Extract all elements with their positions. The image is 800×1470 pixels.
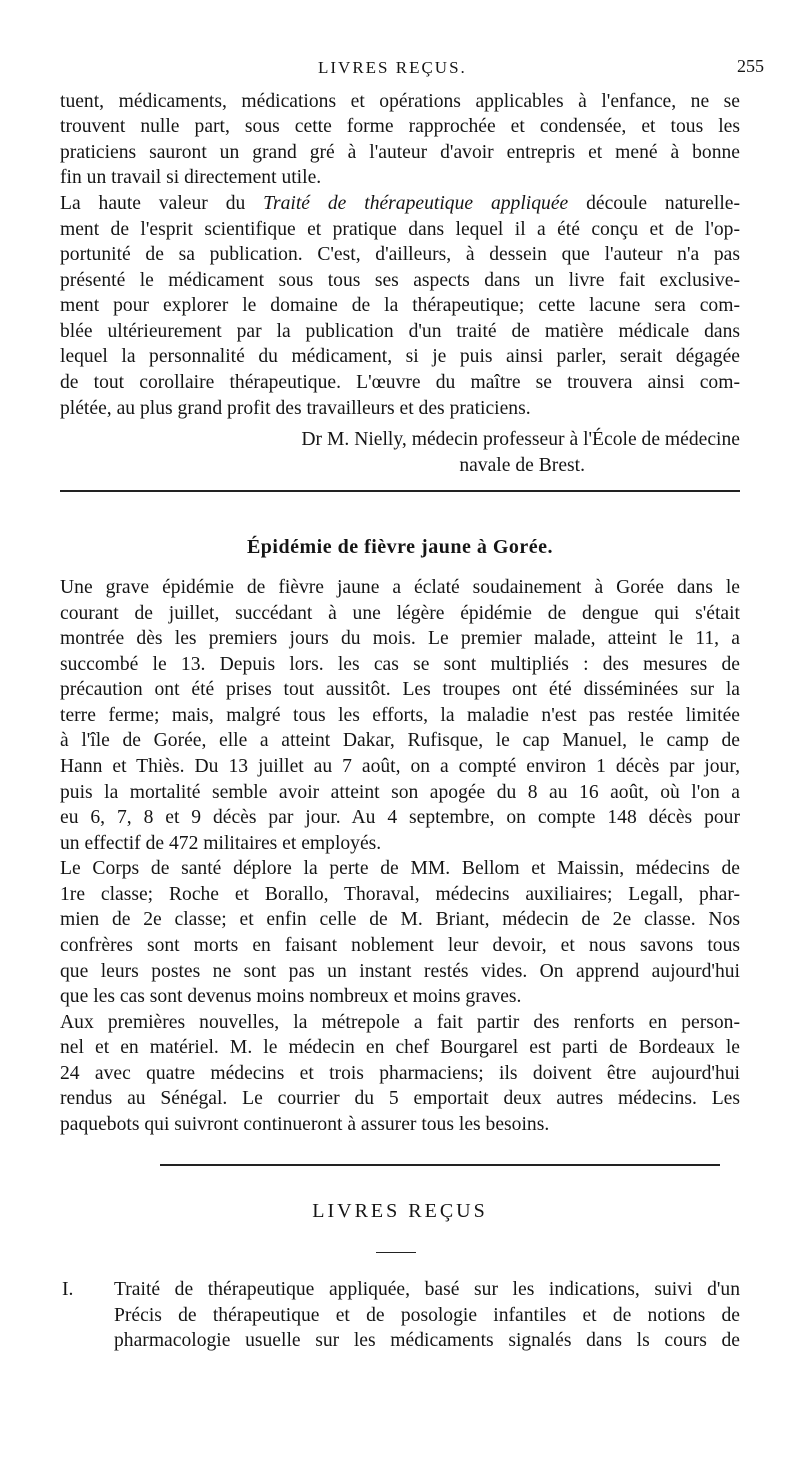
text-line: à l'île de Gorée, elle a atteint Dakar, Rufisque, le cap Manuel, le camp de: [60, 730, 740, 751]
list-item-label: I.: [62, 1279, 74, 1300]
text-line: blée ultérieurement par la publication d'un traité de matière médicale dans: [60, 321, 740, 342]
text-line-with-italic: La haute valeur du Traité de thérapeutique appliquée découle naturelle-: [60, 193, 740, 214]
list-item-line: Précis de thérapeutique et de posologie infantiles et de notions de: [114, 1305, 740, 1326]
text-line: Une grave épidémie de fièvre jaune a éclaté soudainement à Gorée dans le: [60, 577, 740, 598]
text-line: eu 6, 7, 8 et 9 décès par jour. Au 4 septembre, on compte 148 décès pour: [60, 807, 740, 828]
text-line: 1re classe; Roche et Borallo, Thoraval, médecins auxiliaires; Legall, phar-: [60, 884, 740, 905]
text-line: que leurs postes ne sont pas un instant restés vides. On apprend aujourd'hui: [60, 961, 740, 982]
text-line: que les cas sont devenus moins nombreux et moins graves.: [60, 986, 522, 1007]
section-title: Épidémie de fièvre jaune à Gorée.: [246, 536, 554, 558]
section-title: LIVRES REÇUS: [312, 1200, 488, 1222]
text-line: un effectif de 472 militaires et employés.: [60, 833, 382, 854]
text-line: ment de l'esprit scientifique et pratique dans lequel il a été conçu et de l'op-: [60, 219, 740, 240]
text-line: terre ferme; mais, malgré tous les efforts, la maladie n'est pas restée limitée: [60, 705, 740, 726]
text-line: ment pour explorer le domaine de la thérapeutique; cette lacune sera com-: [60, 295, 740, 316]
text-line: portunité de sa publication. C'est, d'ailleurs, à dessein que l'auteur n'a pas: [60, 244, 740, 265]
text-line: praticiens sauront un grand gré à l'auteur d'avoir entrepris et mené à bonne: [60, 142, 740, 163]
text-line: précaution ont été prises tout aussitôt. Les troupes ont été disséminées sur la: [60, 679, 740, 700]
text-fragment: La haute valeur du: [60, 193, 264, 214]
text-line: tuent, médicaments, médications et opérations applicables à l'enfance, ne se: [60, 91, 740, 112]
italic-title: Traité de thérapeutique appliquée: [263, 193, 569, 214]
text-line: Aux premières nouvelles, la métrepole a fait partir des renforts en person-: [60, 1012, 740, 1033]
section-divider: [60, 490, 740, 492]
text-line: présenté le médicament sous tous ses aspects dans un livre fait exclusive-: [60, 270, 740, 291]
running-header: [0, 56, 800, 86]
text-line: courant de juillet, succédant à une légère épidémie de dengue qui s'était: [60, 603, 740, 624]
text-line: de tout corollaire thérapeutique. L'œuvre du maître se trouvera ainsi com-: [60, 372, 740, 393]
text-line: puis la mortalité semble avoir atteint son apogée du 8 au 16 août, où l'on a: [60, 782, 740, 803]
running-title: LIVRES REÇUS.: [318, 58, 467, 77]
page-number: 255: [737, 56, 764, 76]
text-line: Hann et Thiès. Du 13 juillet au 7 août, on a compté environ 1 décès par jour,: [60, 756, 740, 777]
text-line: montrée dès les premiers jours du mois. Le premier malade, atteint le 11, a: [60, 628, 740, 649]
text-line: nel et en matériel. M. le médecin en chef Bourgarel est parti de Bordeaux le: [60, 1037, 740, 1058]
text-line: mien de 2e classe; et enfin celle de M. Briant, médecin de 2e classe. Nos: [60, 909, 740, 930]
list-item-line: pharmacologie usuelle sur les médicaments signalés dans ls cours de: [114, 1330, 740, 1351]
text-line: Le Corps de santé déplore la perte de MM. Bellom et Maissin, médecins de: [60, 858, 740, 879]
signature-line: navale de Brest.: [459, 455, 585, 476]
text-line: paquebots qui suivront continueront à assurer tous les besoins.: [60, 1114, 550, 1135]
list-item-line: Traité de thérapeutique appliquée, basé sur les indications, suivi d'un: [114, 1279, 740, 1300]
text-line: lequel la personnalité du médicament, si je puis ainsi parler, serait dégagée: [60, 346, 740, 367]
text-line: 24 avec quatre médecins et trois pharmaciens; ils doivent être aujourd'hui: [60, 1063, 740, 1084]
signature-line: Dr M. Nielly, médecin professeur à l'École de médecine: [301, 429, 740, 450]
text-line: trouvent nulle part, sous cette forme rapprochée et condensée, et tous les: [60, 116, 740, 137]
text-line: rendus au Sénégal. Le courrier du 5 emportait deux autres médecins. Les: [60, 1088, 740, 1109]
text-line: plétée, au plus grand profit des travailleurs et des praticiens.: [60, 398, 531, 419]
text-line: succombé le 13. Depuis lors. les cas se sont multipliés : des mesures de: [60, 654, 740, 675]
text-line: fin un travail si directement utile.: [60, 167, 322, 188]
text-line: confrères sont morts en faisant noblement leur devoir, et nous savons tous: [60, 935, 740, 956]
section-divider: [160, 1164, 720, 1166]
short-divider: [376, 1252, 416, 1253]
